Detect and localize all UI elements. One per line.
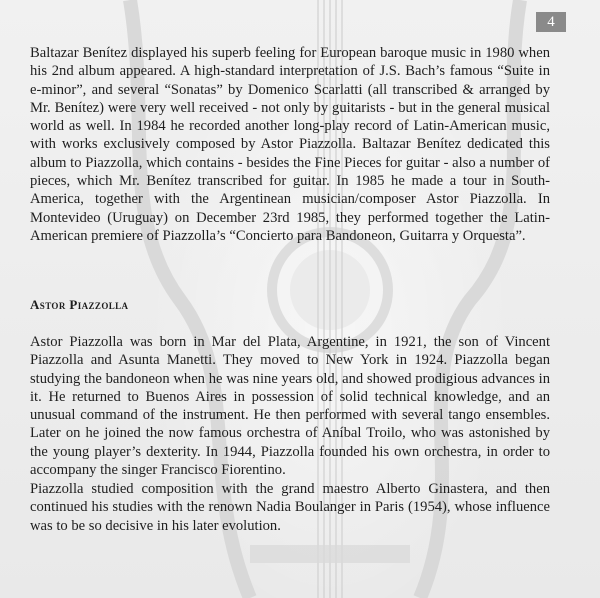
section-heading: Astor Piazzolla (30, 297, 129, 312)
piazzolla-paragraph-1: Astor Piazzolla was born in Mar del Plata, Argentine, in 1921, the son of Vincent Piazzolla and Asunta Manetti. They moved to New York in 1924. Piazzolla began studying the bandoneon when he was nine years old, and showed prodigious advances in it. He returned to Buenos Aires in possession of solid technical knowledge, and an unusual command of the instrument. He then performed with several tango ensembles. Later on he joined the now famous orchestra of Aníbal Troilo, who was astonished by the young player’s dexterity. In 1944, Piazzolla founded his own orchestra, in order to accompany the singer Francisco Fiorentino. (30, 334, 550, 479)
page-number: 4 (536, 12, 566, 32)
piazzolla-paragraph-block-1 (30, 333, 550, 479)
piazzolla-paragraph-block-2 (30, 480, 550, 535)
piazzolla-paragraph-2: Piazzolla studied composition with the grand maestro Alberto Ginastera, and then continued his studies with the renown Nadia Boulanger in Paris (1954), whose influence was to be so decisive in his later evolution. (30, 481, 550, 534)
intro-paragraph: Baltazar Benítez displayed his superb feeling for European baroque music in 1980 when his 2nd album appeared. A high-standard interpretation of J.S. Bach’s famous “Suite in e-minor”, and several “Sonatas” by Domenico Scarlatti (all transcribed & arranged by Mr. Benítez) were very well received - not only by guitarists - but in the general musical world as well. In 1984 he recorded another long-play record of Latin-American music, with works exclusively composed by Astor Piazzolla. Baltazar Benítez dedicated this album to Piazzolla, which contains - besides the Fine Pieces for guitar - also a number of pieces, which Mr. Benítez transcribed for guitar. In 1985 he made a tour in South-America, together with the Argentinean musician/composer Astor Piazzolla. In Montevideo (Uruguay) on December 23rd 1985, they performed together the Latin-American premiere of Piazzolla’s “Concierto para Bandoneon, Guitarra y Orquesta”. (30, 45, 550, 244)
intro-paragraph-block (30, 44, 550, 245)
